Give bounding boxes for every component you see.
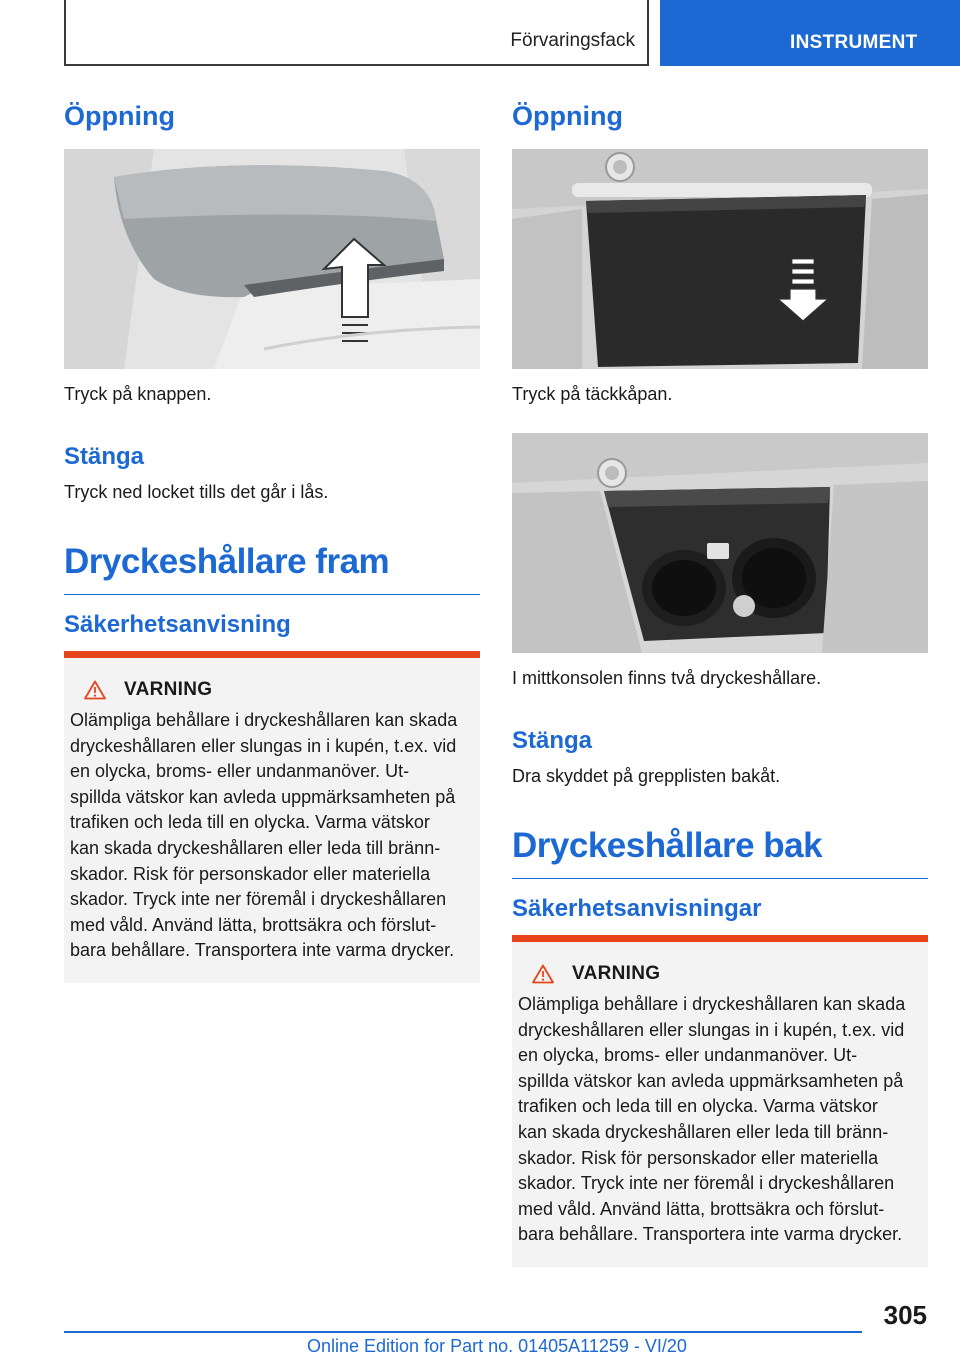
header-section-box [64, 0, 649, 66]
heading-opening: Öppning [512, 101, 623, 131]
armrest-illustration [64, 149, 480, 369]
heading-rear-cupholder: Dryckeshållare bak [512, 826, 928, 879]
cupholders-caption: I mittkonsolen finns två dryckeshållare. [512, 668, 822, 688]
warning-box [512, 935, 928, 1267]
heading-safety-note: Säkerhetsanvisning [64, 611, 291, 638]
warning-text [512, 992, 928, 1248]
opening-caption: Tryck på täckkåpan. [512, 384, 673, 404]
warning-title: VARNING [124, 679, 213, 700]
warning-header [512, 956, 928, 992]
warning-line: spillda vätskor kan avleda uppmärksamheten på [518, 1070, 904, 1091]
warning-line: Olämpliga behållare i dryckeshållaren kan skada [70, 710, 458, 730]
edition-link[interactable]: Online Edition for Part no. 01405A11259 - VI/20 [307, 1336, 687, 1356]
armrest-image [64, 149, 480, 369]
heading-closing: Stänga [512, 727, 593, 754]
warning-text [64, 708, 480, 964]
warning-line: bara behållare. Transportera inte varma drycker. [70, 940, 455, 961]
warning-line: trafiken och leda till en olycka. Varma vätskor [518, 1096, 878, 1117]
heading-safety-notes: Säkerhetsanvisningar [512, 895, 762, 922]
console-cover-image [512, 149, 928, 369]
page-number: 305 [883, 1300, 927, 1330]
chapter-tab[interactable] [660, 0, 960, 66]
warning-line: kan skada dryckeshållaren eller leda till bränn- [518, 1121, 889, 1142]
warning-line: skador. Tryck inte ner föremål i dryckeshållaren [70, 889, 447, 910]
warning-line: skador. Risk för personskador eller materiella [70, 863, 431, 884]
warning-line: med våld. Använd lätta, brottsäkra och förslut- [518, 1198, 885, 1219]
warning-line: spillda vätskor kan avleda uppmärksamheten på [70, 786, 456, 807]
closing-text: Tryck ned locket tills det går i lås. [64, 482, 329, 502]
footer-divider [64, 1331, 862, 1333]
warning-line: dryckeshållaren eller slungas in i kupén, t.ex. vid [518, 1019, 905, 1040]
warning-title: VARNING [572, 963, 661, 984]
warning-triangle-icon [532, 964, 554, 984]
warning-box [64, 651, 480, 983]
warning-line: dryckeshållaren eller slungas in i kupén, t.ex. vid [70, 735, 457, 756]
warning-line: bara behållare. Transportera inte varma drycker. [518, 1224, 903, 1245]
heading-opening: Öppning [64, 101, 175, 131]
section-title: Förvaringsfack [510, 30, 635, 51]
warning-triangle-icon [84, 680, 106, 700]
warning-line: kan skada dryckeshållaren eller leda till bränn- [70, 837, 441, 858]
warning-line: med våld. Använd lätta, brottsäkra och förslut- [70, 914, 437, 935]
warning-line: skador. Tryck inte ner föremål i dryckeshållaren [518, 1173, 895, 1194]
console-cover-illustration [512, 149, 928, 369]
cupholders-image [512, 433, 928, 653]
warning-line: skador. Risk för personskador eller materiella [518, 1147, 879, 1168]
warning-line: Olämpliga behållare i dryckeshållaren kan skada [518, 994, 906, 1014]
cupholders-illustration [512, 433, 928, 653]
warning-line: en olycka, broms- eller undanmanöver. Ut- [518, 1045, 858, 1066]
chapter-title: INSTRUMENT [790, 32, 918, 53]
heading-closing: Stänga [64, 443, 145, 470]
closing-text: Dra skyddet på grepplisten bakåt. [512, 766, 781, 786]
warning-line: trafiken och leda till en olycka. Varma vätskor [70, 812, 430, 833]
heading-front-cupholder: Dryckeshållare fram [64, 542, 480, 595]
opening-caption: Tryck på knappen. [64, 384, 212, 404]
warning-line: en olycka, broms- eller undanmanöver. Ut- [70, 761, 410, 782]
warning-header [64, 672, 480, 708]
